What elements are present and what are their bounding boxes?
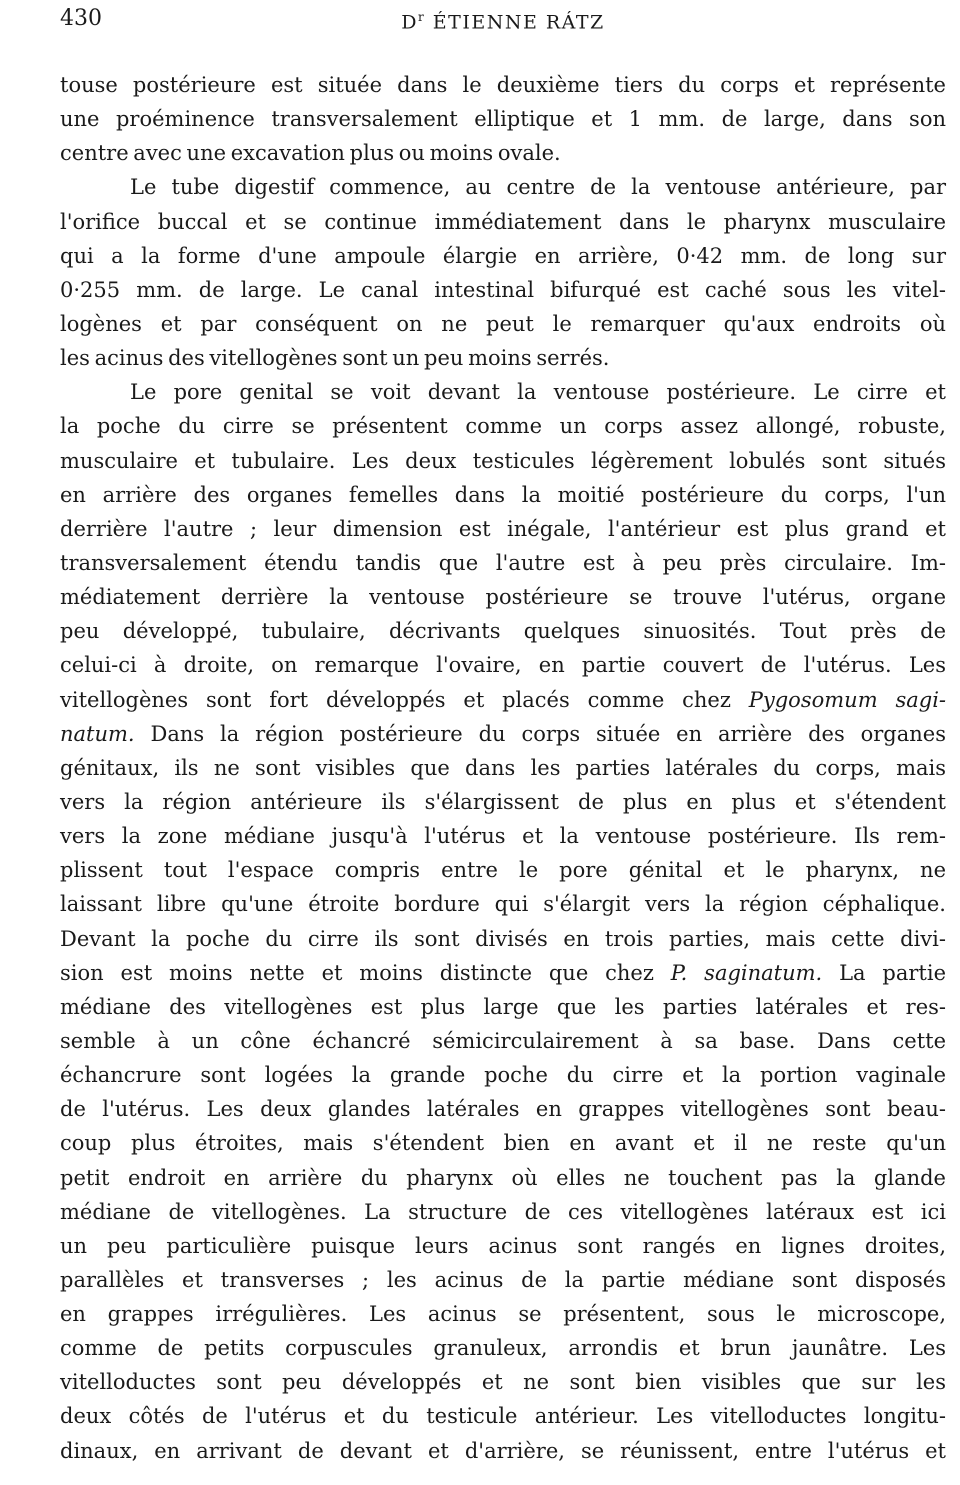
text-line: de l'utérus. Les deux glandes latérales en grappes vitellogènes sont beau- [60, 1097, 946, 1122]
text-line: transversalement étendu tandis que l'autre est à peu près circulaire. Im- [60, 550, 946, 575]
text-line: en grappes irrégulières. Les acinus se présentent, sous le microscope, [60, 1302, 946, 1327]
text-line [60, 956, 946, 990]
text-line: médiane de vitellogènes. La structure de ces vitellogènes latéraux est ici [60, 1199, 946, 1224]
text-line: 0·255 mm. de large. Le canal intestinal bifurqué est caché sous les vitel- [60, 277, 946, 302]
page-number: 430 [60, 6, 102, 31]
text-line: médiane des vitellogènes est plus large que les parties latérales et res- [60, 994, 946, 1019]
text-line: peu développé, tubulaire, décrivants quelques sinuosités. Tout près de [60, 619, 946, 644]
text-line: la poche du cirre se présentent comme un corps assez allongé, robuste, [60, 414, 946, 439]
text-line: génitaux, ils ne sont visibles que dans les parties latérales du corps, mais [60, 755, 946, 780]
text-line: comme de petits corpuscules granuleux, arrondis et brun jaunâtre. Les [60, 1336, 946, 1361]
author-prefix-sup: r [417, 10, 426, 24]
author-name: ÉTIENNE RÁTZ [432, 11, 605, 34]
species-name: natum. [60, 721, 135, 746]
text-line: une proéminence transversalement elliptique et 1 mm. de large, dans son [60, 107, 946, 132]
body-text [60, 68, 946, 1468]
page-header [60, 6, 946, 38]
text-line: médiatement derrière la ventouse postérieure se trouve l'utérus, organe [60, 585, 946, 610]
text-run: La partie [822, 960, 946, 985]
text-line: l'orifice buccal et se continue immédiatement dans le pharynx musculaire [60, 209, 946, 234]
text-line [60, 683, 946, 717]
text-line: un peu particulière puisque leurs acinus sont rangés en lignes droites, [60, 1233, 946, 1258]
text-line: les acinus des vitellogènes sont un peu moins serrés. [60, 346, 610, 371]
text-line: laissant libre qu'une étroite bordure qui s'élargit vers la région céphalique. [60, 892, 946, 917]
text-run: sion est moins nette et moins distincte que chez [60, 960, 671, 985]
text-line: en arrière des organes femelles dans la moitié postérieure du corps, l'un [60, 482, 946, 507]
text-line: qui a la forme d'une ampoule élargie en arrière, 0·42 mm. de long sur [60, 243, 946, 268]
text-run: vitellogènes sont fort développés et placés comme chez [60, 687, 749, 712]
text-line: vers la région antérieure ils s'élargissent de plus en plus et s'étendent [60, 789, 946, 814]
text-line: petit endroit en arrière du pharynx où elles ne touchent pas la glande [60, 1165, 946, 1190]
text-line: dinaux, en arrivant de devant et d'arrière, se réunissent, entre l'utérus et [60, 1438, 946, 1463]
text-line: logènes et par conséquent on ne peut le remarquer qu'aux endroits où [60, 311, 946, 336]
text-line [60, 717, 946, 751]
text-line: derrière l'autre ; leur dimension est inégale, l'antérieur est plus grand et [60, 516, 946, 541]
text-line: parallèles et transverses ; les acinus de la partie médiane sont disposés [60, 1267, 946, 1292]
text-line: musculaire et tubulaire. Les deux testicules légèrement lobulés sont situés [60, 448, 946, 473]
species-name: Pygosomum sagi- [748, 687, 946, 712]
text-line: plissent tout l'espace compris entre le pore génital et le pharynx, ne [60, 858, 946, 883]
text-line: semble à un cône échancré sémicirculairement à sa base. Dans cette [60, 1028, 946, 1053]
text-run: Dans la région postérieure du corps située en arrière des organes [134, 721, 946, 746]
text-line: Le tube digestif commence, au centre de la ventouse antérieure, par [130, 175, 946, 200]
text-line: Devant la poche du cirre ils sont divisés en trois parties, mais cette divi- [60, 926, 946, 951]
text-line: échancrure sont logées la grande poche du cirre et la portion vaginale [60, 1063, 946, 1088]
running-head [60, 10, 946, 33]
text-line: coup plus étroites, mais s'étendent bien en avant et il ne reste qu'un [60, 1131, 946, 1156]
text-line: celui-ci à droite, on remarque l'ovaire, en partie couvert de l'utérus. Les [60, 653, 946, 678]
text-line: deux côtés de l'utérus et du testicule antérieur. Les vitelloductes longitu- [60, 1404, 946, 1429]
text-line: Le pore genital se voit devant la ventouse postérieure. Le cirre et [130, 380, 946, 405]
text-line: vitelloductes sont peu développés et ne sont bien visibles que sur les [60, 1370, 946, 1395]
author-prefix: D [401, 11, 418, 34]
species-name: P. saginatum. [670, 960, 823, 985]
text-line: centre avec une excavation plus ou moins ovale. [60, 141, 561, 166]
text-line: touse postérieure est située dans le deuxième tiers du corps et représente [60, 73, 946, 97]
text-line: vers la zone médiane jusqu'à l'utérus et la ventouse postérieure. Ils rem- [60, 824, 946, 849]
